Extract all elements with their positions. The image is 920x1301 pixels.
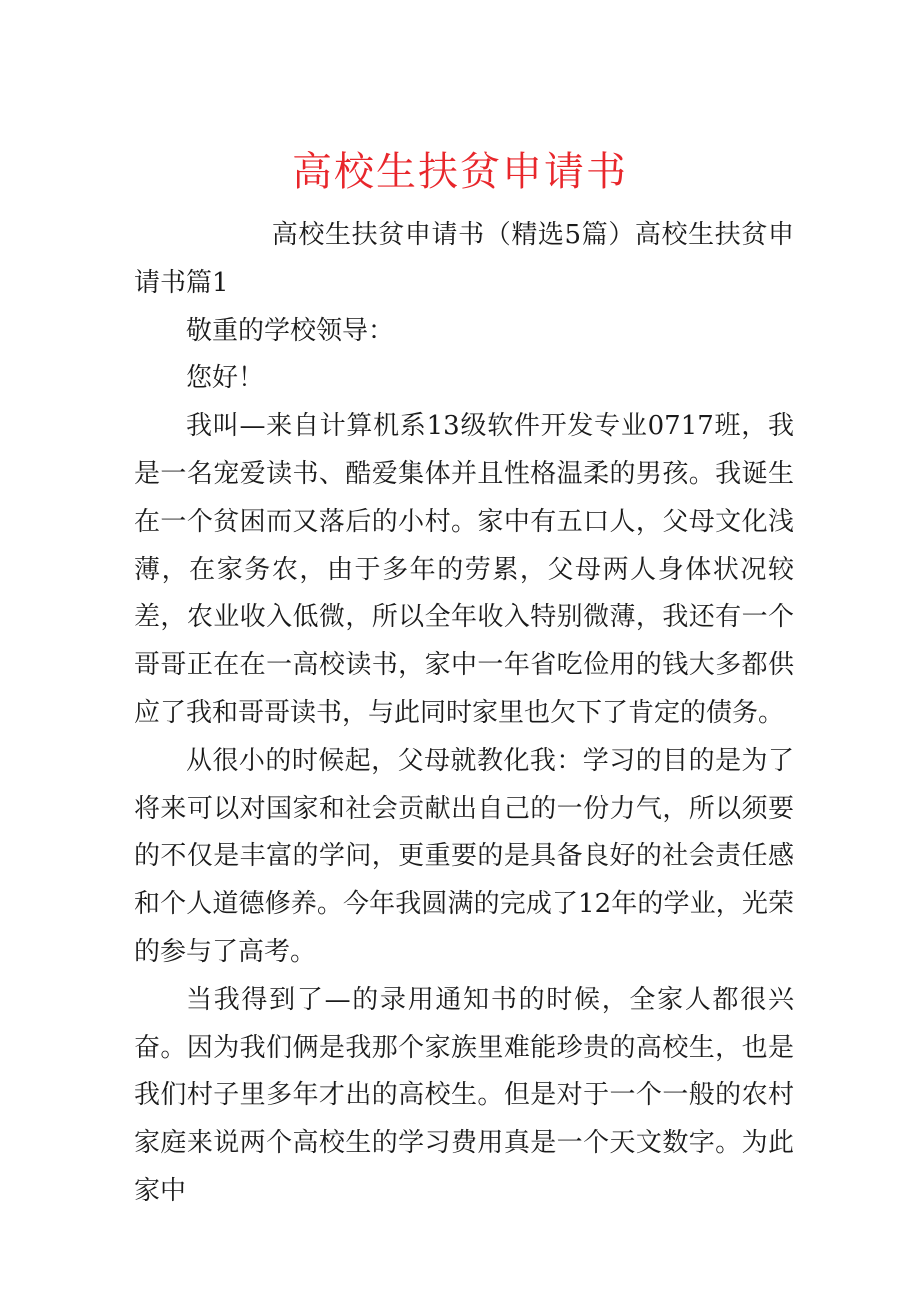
body-paragraph: 当我得到了—的录用通知书的时候，全家人都很兴奋。因为我们俩是我那个家族里难能珍贵的高校生，也是我们村子里多年才出的高校生。但是对于一个一般的农村家庭来说两个高校生的学习费用真是一个天文数字。为此家中 [134,984,794,1206]
document-title: 高校生扶贫申请书 [292,149,628,195]
subtitle-paragraph: 高校生扶贫申请书（精选5篇）高校生扶贫申请书篇1 [134,220,794,298]
body-paragraph: 从很小的时候起，父母就教化我：学习的目的是为了将来可以对国家和社会贡献出自己的一份力气，所以须要的不仅是丰富的学问，更重要的是具备良好的社会责任感和个人道德修养。今年我圆满的完成了12年的学业，光荣的参与了高考。 [134,745,794,967]
greeting-paragraph: 您好！ [186,363,265,394]
document-body [134,212,794,1216]
salutation-paragraph: 敬重的学校领导： [186,315,395,346]
body-paragraph: 我叫—来自计算机系13级软件开发专业0717班，我是一名宠爱读书、酷爱集体并且性格温柔的男孩。我诞生在一个贫困而又落后的小村。家中有五口人，父母文化浅薄，在家务农，由于多年的劳累，父母两人身体状况较差，农业收入低微，所以全年收入特别微薄，我还有一个哥哥正在在一高校读书，家中一年省吃俭用的钱大多都供应了我和哥哥读书，与此同时家里也欠下了肯定的债务。 [134,411,794,728]
